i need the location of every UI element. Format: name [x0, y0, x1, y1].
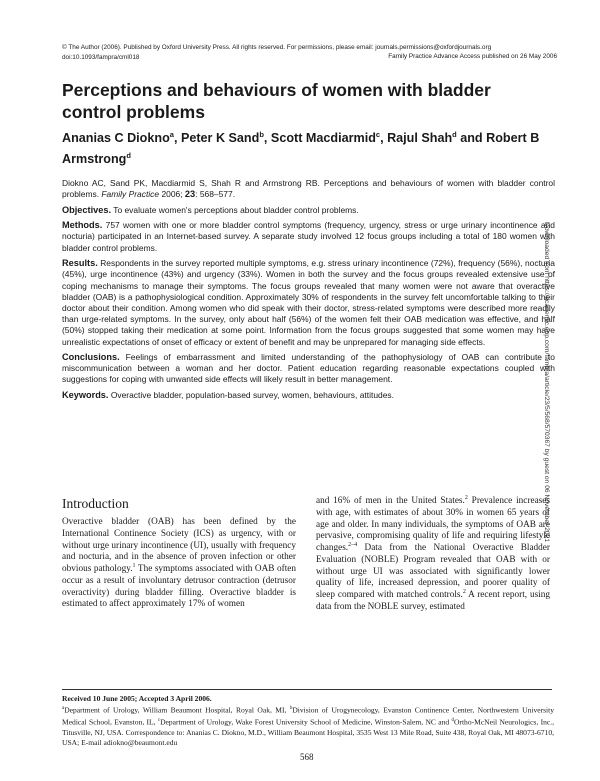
abstract-results: Results. Respondents in the survey reported multiple symptoms, e.g. stress urinary incontinence (72%), frequency (56%), nocturia (45%), urge incontinence (43%) and urgency (33%). Women in both the survey and the focus groups revealed extensive use of coping mechanisms to manage their symptoms. The focus groups revealed that many women were not aware that overactive bladder (OAB) is a pathophysiological condition. Approximately 30% of respondents in the survey felt uncomfortable talking to their doctor about their condition. Among women who did speak with their doctor, stress-related symptoms were described more readily than urge-related symptoms. In the survey, only about half (56%) of the women felt their OAB medication was effective, and half (50%) stopped taking their medication at some point. Information from the focus groups suggested that some women may have unrealistic expectations of onset of efficacy or extent of benefit and may be unprepared for managing side effects.	[62, 258, 555, 347]
citation-ref: 2	[464, 494, 468, 501]
affiliation-mark: a	[169, 130, 174, 139]
page-number: 568	[300, 752, 314, 762]
citation: Diokno AC, Sand PK, Macdiarmid S, Shah R and Armstrong RB. Perceptions and behaviours of women with bladder control problems. Family Practice 2006; 23: 568–577.	[62, 178, 555, 200]
received-dates: Received 10 June 2005; Accepted 3 April 2006.	[62, 694, 212, 703]
affiliation-mark: c	[375, 130, 381, 139]
affiliation-mark: d	[452, 130, 457, 139]
citation-ref: 2	[462, 588, 466, 595]
abstract-objectives: Objectives. To evaluate women's perceptions about bladder control problems.	[62, 204, 359, 215]
author: Peter K Sand	[180, 131, 260, 146]
download-watermark: Downloaded from https://academic.oup.com/fampra/article/23/5/568/570367 by guest on 06 November 2021	[543, 222, 550, 543]
copyright-notice: © The Author (2006). Published by Oxford University Press. All rights reserved. For permissions, please email: journals.permissions@oxfordjournals.org	[62, 44, 492, 51]
author: Ananias C Diokno	[62, 131, 170, 146]
abstract-methods: Methods. 757 women with one or more bladder control symptoms (frequency, urgency, stress or urge urinary incontinence and nocturia) participated in an Internet-based survey. A separate study involved 12 focus groups including a total of 180 women with bladder control problems.	[62, 220, 555, 253]
affiliations: $^a$Department of Urology, William Beaumont Hospital, Royal Oak, MI, $^b$Division of Urogynecology, Evanston Continence Center, Northwestern University Medical School, Evanston, IL, $^c$Department of Urology, Wake Forest University School of Medicine, Winston-Salem, NC and $^d$Ortho-McNeil Neurologics, Inc., Titusville, NJ, USA. Correspondence to: Ananias C. Diokno, M.D., William Beaumont Hospital, 3535 West 13 Mile Road, Suite 438, Royal Oak, MI 48073-6710, USA; E-mail adiokno@beaumont.edu	[62, 705, 554, 747]
journal-advance-note: Family Practice Advance Access published on 26 May 2006	[388, 53, 557, 60]
footnotes	[62, 694, 554, 748]
author: Robert B Armstrong	[62, 131, 540, 167]
author: Rajul Shah	[387, 131, 453, 146]
citation-ref: 1	[132, 562, 136, 569]
body-column-left: Overactive bladder (OAB) has been defined by the International Continence Society (ICS) as urgency, with or without urge urinary incontinence (UI), usually with frequency and nocturia, and in the absence of proven infection or other obvious pathology.$^1$ The symptoms associated with OAB often occur as a result of involuntary detrusor contraction (detrusor overactivity) during bladder filling. Overactive bladder is estimated to affect approximately 17% of women	[62, 517, 296, 610]
affiliation-mark: d	[126, 151, 131, 161]
journal-name: Family Practice	[101, 189, 160, 200]
abstract-conclusions: Conclusions. Feelings of embarrassment and limited understanding of the pathophysiology of OAB can contribute to miscommunication between a woman and her doctor. Patient education regarding reasonable expectations coupled with suggestions for coping with unwanted side effects will likely result in better management.	[62, 352, 555, 385]
abstract-keywords: Keywords. Overactive bladder, population-based survey, women, behaviours, attitudes.	[62, 389, 394, 400]
citation-ref: 2–4	[348, 541, 358, 548]
article-title: Perceptions and behaviours of women with bladder control problems	[62, 80, 491, 122]
body-column-right: and 16% of men in the United States.$^2$ Prevalence increases with age, with estimates of about 30% in women 65 years of age and older. In many individuals, the symptoms of OAB are pervasive, compromising quality of life and requiring lifestyle changes.$^{2-4}$ Data from the National Overactive Bladder Evaluation (NOBLE) Program revealed that OAB with or without urge UI was associated with significantly lower quality of life, increased depression, and poorer quality of sleep compared with matched controls.$^2$ A recent report, using data from the NOBLE survey, estimated	[316, 494, 550, 612]
footnote-divider	[62, 689, 552, 690]
section-heading: Introduction	[62, 496, 129, 511]
affiliation-mark: b	[259, 130, 264, 139]
doi: doi:10.1093/fampra/cml018	[62, 54, 140, 61]
author-list: Ananias C Diokno$^a$, Peter K Sand$^b$, Scott Macdiarmid$^c$, Rajul Shah$^d$ and Robert B Armstrong$^d$	[62, 130, 540, 167]
author: Scott Macdiarmid	[270, 131, 376, 146]
abstract	[62, 178, 555, 405]
